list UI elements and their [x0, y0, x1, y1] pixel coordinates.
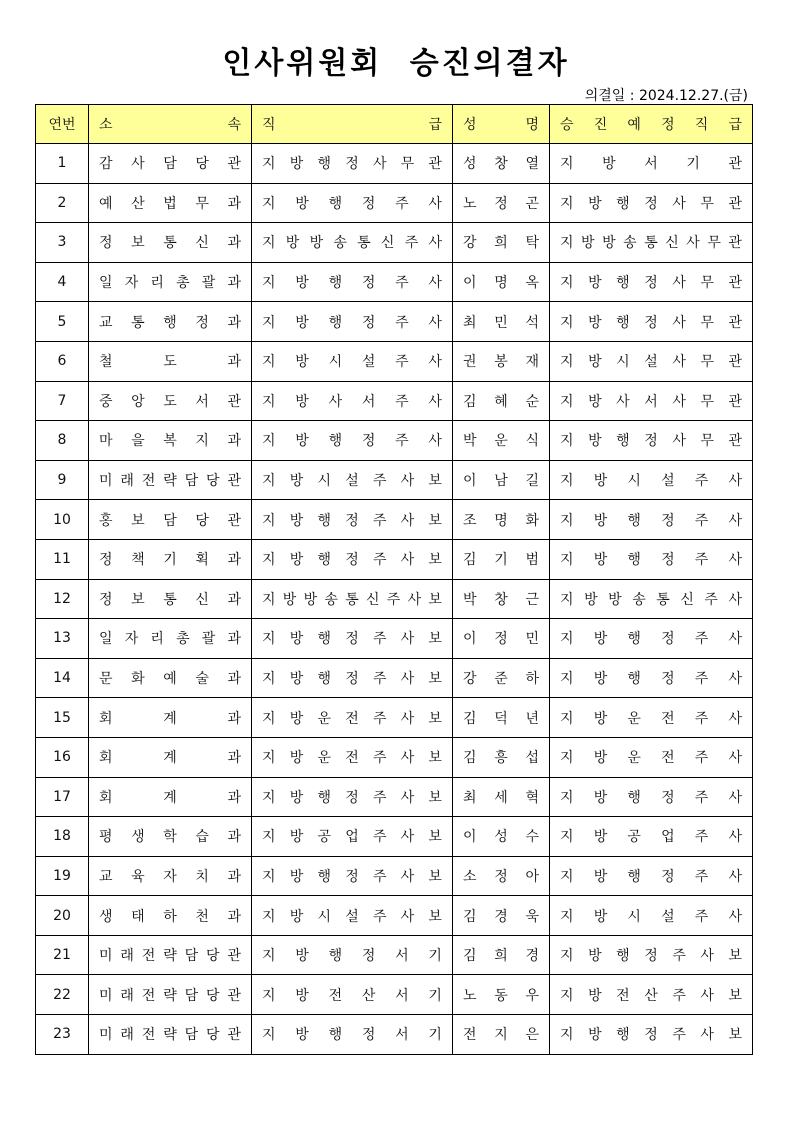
row-dept: 마 을 복 지 과	[99, 433, 241, 450]
row-new-rank-cell	[550, 460, 753, 500]
table-row	[36, 539, 753, 579]
row-number-cell: 5	[36, 302, 89, 342]
row-rank: 지 방 시 설 주 사 보	[262, 473, 442, 490]
row-dept-cell	[89, 896, 252, 936]
header-dept	[89, 105, 252, 144]
header-name-label: 성 명	[463, 117, 539, 133]
row-rank-cell	[252, 935, 453, 975]
row-name: 노 동 우	[463, 987, 539, 1004]
row-new-rank-cell	[550, 341, 753, 381]
table-row	[36, 935, 753, 975]
table-row	[36, 1015, 753, 1055]
row-number-cell: 8	[36, 421, 89, 461]
row-dept-cell	[89, 381, 252, 421]
row-new-rank-cell	[550, 896, 753, 936]
row-rank-cell	[252, 223, 453, 263]
row-new-rank: 지 방 행 정 주 사	[560, 512, 742, 529]
row-name-cell	[453, 619, 550, 659]
row-number-cell: 21	[36, 935, 89, 975]
row-rank-cell	[252, 341, 453, 381]
row-name: 이 성 수	[463, 829, 539, 846]
row-rank: 지 방 시 설 주 사 보	[262, 908, 442, 925]
row-rank: 지 방 행 정 주 사 보	[262, 552, 442, 569]
row-rank: 지 방 행 정 주 사 보	[262, 671, 442, 688]
table-row	[36, 975, 753, 1015]
row-dept: 회 계 과	[99, 710, 241, 727]
row-number-cell: 3	[36, 223, 89, 263]
row-dept: 철 도 과	[99, 354, 241, 371]
row-new-rank-cell	[550, 737, 753, 777]
table-row	[36, 381, 753, 421]
row-new-rank: 지 방 운 전 주 사	[560, 750, 742, 767]
row-new-rank: 지 방 행 정 주 사	[560, 631, 742, 648]
decision-date: 의결일 : 2024.12.27.(금)	[584, 88, 748, 104]
row-new-rank-cell	[550, 262, 753, 302]
row-new-rank-cell	[550, 975, 753, 1015]
row-rank: 지 방 행 정 주 사	[262, 275, 442, 292]
row-name: 이 정 민	[463, 631, 539, 648]
row-rank-cell	[252, 460, 453, 500]
row-name-cell	[453, 777, 550, 817]
row-name: 강 준 하	[463, 671, 539, 688]
row-name: 권 봉 재	[463, 354, 539, 371]
row-dept: 감 사 담 당 관	[99, 156, 241, 173]
row-new-rank-cell	[550, 302, 753, 342]
row-rank: 지 방 행 정 주 사 보	[262, 512, 442, 529]
row-rank-cell	[252, 856, 453, 896]
header-no	[36, 105, 89, 144]
header-name	[453, 105, 550, 144]
row-name-cell	[453, 421, 550, 461]
row-name-cell	[453, 658, 550, 698]
row-name-cell	[453, 262, 550, 302]
row-rank: 지 방 운 전 주 사 보	[262, 710, 442, 727]
row-dept-cell	[89, 658, 252, 698]
row-name-cell	[453, 579, 550, 619]
table-row	[36, 421, 753, 461]
row-dept-cell	[89, 619, 252, 659]
row-name: 이 명 옥	[463, 275, 539, 292]
row-number-cell: 16	[36, 737, 89, 777]
row-name: 박 창 근	[463, 591, 539, 608]
row-dept-cell	[89, 421, 252, 461]
row-dept: 일 자 리 총 괄 과	[99, 631, 241, 648]
row-dept: 미 래 전 략 담 당 관	[99, 948, 241, 965]
row-dept: 예 산 법 무 과	[99, 195, 241, 212]
row-dept: 회 계 과	[99, 789, 241, 806]
row-rank-cell	[252, 658, 453, 698]
row-name: 성 창 열	[463, 156, 539, 173]
row-name: 이 남 길	[463, 473, 539, 490]
row-new-rank-cell	[550, 539, 753, 579]
row-rank: 지 방 행 정 서 기	[262, 1027, 442, 1044]
row-rank-cell	[252, 262, 453, 302]
row-dept: 생 태 하 천 과	[99, 908, 241, 925]
row-rank: 지 방 행 정 주 사	[262, 314, 442, 331]
row-dept-cell	[89, 856, 252, 896]
row-new-rank: 지 방 행 정 주 사	[560, 671, 742, 688]
header-dept-label: 소 속	[99, 117, 241, 133]
row-rank: 지 방 행 정 서 기	[262, 948, 442, 965]
row-new-rank: 지 방 방 송 통 신 사 무 관	[560, 235, 742, 252]
row-name: 전 지 은	[463, 1027, 539, 1044]
table-row	[36, 302, 753, 342]
row-number-cell: 11	[36, 539, 89, 579]
table-row	[36, 817, 753, 857]
table-row	[36, 896, 753, 936]
row-rank-cell	[252, 500, 453, 540]
row-rank: 지 방 사 서 주 사	[262, 393, 442, 410]
row-number-cell: 22	[36, 975, 89, 1015]
row-name: 조 명 화	[463, 512, 539, 529]
row-name-cell	[453, 737, 550, 777]
row-new-rank-cell	[550, 619, 753, 659]
row-rank-cell	[252, 421, 453, 461]
row-rank: 지 방 행 정 주 사	[262, 195, 442, 212]
row-rank-cell	[252, 777, 453, 817]
row-new-rank-cell	[550, 856, 753, 896]
row-dept-cell	[89, 262, 252, 302]
row-rank: 지 방 시 설 주 사	[262, 354, 442, 371]
row-rank: 지 방 전 산 서 기	[262, 987, 442, 1004]
table-row	[36, 341, 753, 381]
row-name: 최 민 석	[463, 314, 539, 331]
row-new-rank: 지 방 방 송 통 신 주 사	[560, 591, 742, 608]
row-dept: 문 화 예 술 과	[99, 671, 241, 688]
row-number-cell: 12	[36, 579, 89, 619]
row-name-cell	[453, 896, 550, 936]
table-row	[36, 698, 753, 738]
row-new-rank-cell	[550, 698, 753, 738]
row-dept-cell	[89, 144, 252, 184]
row-rank: 지 방 방 송 통 신 주 사 보	[262, 591, 442, 608]
row-rank: 지 방 운 전 주 사 보	[262, 750, 442, 767]
table-row	[36, 737, 753, 777]
row-name-cell	[453, 341, 550, 381]
row-new-rank-cell	[550, 183, 753, 223]
row-dept-cell	[89, 817, 252, 857]
header-new-rank-label: 승 진 예 정 직 급	[560, 117, 742, 133]
row-number-cell: 23	[36, 1015, 89, 1055]
row-dept: 교 육 자 치 과	[99, 868, 241, 885]
row-number-cell: 9	[36, 460, 89, 500]
row-rank: 지 방 행 정 주 사 보	[262, 631, 442, 648]
row-number-cell: 1	[36, 144, 89, 184]
row-dept-cell	[89, 777, 252, 817]
row-name-cell	[453, 460, 550, 500]
row-dept-cell	[89, 698, 252, 738]
row-dept: 미 래 전 략 담 당 관	[99, 1027, 241, 1044]
row-name-cell	[453, 856, 550, 896]
row-new-rank-cell	[550, 421, 753, 461]
table-row	[36, 262, 753, 302]
row-new-rank: 지 방 행 정 주 사 보	[560, 1027, 742, 1044]
row-name-cell	[453, 500, 550, 540]
row-dept: 중 앙 도 서 관	[99, 393, 241, 410]
row-dept: 정 보 통 신 과	[99, 235, 241, 252]
row-new-rank: 지 방 행 정 주 사	[560, 789, 742, 806]
row-new-rank: 지 방 서 기 관	[560, 156, 742, 173]
row-rank-cell	[252, 183, 453, 223]
row-name: 김 희 경	[463, 948, 539, 965]
row-name: 김 기 범	[463, 552, 539, 569]
row-name-cell	[453, 1015, 550, 1055]
row-name-cell	[453, 975, 550, 1015]
row-new-rank: 지 방 시 설 사 무 관	[560, 354, 742, 371]
row-new-rank: 지 방 운 전 주 사	[560, 710, 742, 727]
row-rank: 지 방 행 정 주 사 보	[262, 868, 442, 885]
row-dept-cell	[89, 975, 252, 1015]
row-dept-cell	[89, 183, 252, 223]
row-rank-cell	[252, 302, 453, 342]
row-name: 김 흥 섭	[463, 750, 539, 767]
row-new-rank-cell	[550, 381, 753, 421]
row-rank-cell	[252, 975, 453, 1015]
table-row	[36, 500, 753, 540]
row-new-rank: 지 방 전 산 주 사 보	[560, 987, 742, 1004]
row-number-cell: 2	[36, 183, 89, 223]
row-new-rank: 지 방 공 업 주 사	[560, 829, 742, 846]
row-new-rank-cell	[550, 144, 753, 184]
table-row	[36, 777, 753, 817]
header-no-label: 연번	[48, 117, 76, 133]
row-name: 김 덕 년	[463, 710, 539, 727]
promotion-table	[35, 104, 753, 1055]
row-dept: 홍 보 담 당 관	[99, 512, 241, 529]
row-rank-cell	[252, 817, 453, 857]
row-name: 김 혜 순	[463, 393, 539, 410]
row-name: 강 희 탁	[463, 235, 539, 252]
row-rank: 지 방 행 정 주 사 보	[262, 789, 442, 806]
row-name-cell	[453, 539, 550, 579]
row-rank: 지 방 행 정 주 사	[262, 433, 442, 450]
row-new-rank-cell	[550, 777, 753, 817]
row-dept-cell	[89, 935, 252, 975]
row-dept-cell	[89, 302, 252, 342]
row-dept: 정 보 통 신 과	[99, 591, 241, 608]
row-new-rank: 지 방 행 정 주 사 보	[560, 948, 742, 965]
table-row	[36, 223, 753, 263]
row-dept: 평 생 학 습 과	[99, 829, 241, 846]
row-dept: 일 자 리 총 괄 과	[99, 275, 241, 292]
row-dept-cell	[89, 737, 252, 777]
row-name: 소 정 아	[463, 868, 539, 885]
row-dept-cell	[89, 223, 252, 263]
row-new-rank: 지 방 행 정 주 사	[560, 552, 742, 569]
table-row	[36, 183, 753, 223]
row-rank-cell	[252, 698, 453, 738]
row-dept-cell	[89, 500, 252, 540]
row-new-rank: 지 방 시 설 주 사	[560, 473, 742, 490]
row-rank-cell	[252, 1015, 453, 1055]
header-new-rank	[550, 105, 753, 144]
row-new-rank-cell	[550, 817, 753, 857]
row-name: 박 운 식	[463, 433, 539, 450]
row-rank: 지 방 공 업 주 사 보	[262, 829, 442, 846]
row-number-cell: 7	[36, 381, 89, 421]
page-title: 인사위원회 승진의결자	[222, 46, 570, 81]
row-new-rank-cell	[550, 223, 753, 263]
row-rank-cell	[252, 579, 453, 619]
row-rank: 지 방 방 송 통 신 주 사	[262, 235, 442, 252]
row-name-cell	[453, 935, 550, 975]
row-name-cell	[453, 817, 550, 857]
row-dept-cell	[89, 539, 252, 579]
row-rank: 지 방 행 정 사 무 관	[262, 156, 442, 173]
row-dept-cell	[89, 579, 252, 619]
row-name-cell	[453, 302, 550, 342]
row-number-cell: 6	[36, 341, 89, 381]
row-name-cell	[453, 381, 550, 421]
row-new-rank: 지 방 행 정 사 무 관	[560, 314, 742, 331]
row-rank-cell	[252, 539, 453, 579]
row-new-rank: 지 방 행 정 사 무 관	[560, 195, 742, 212]
row-new-rank: 지 방 시 설 주 사	[560, 908, 742, 925]
header-rank	[252, 105, 453, 144]
row-number-cell: 19	[36, 856, 89, 896]
row-dept: 미 래 전 략 담 당 관	[99, 473, 241, 490]
row-dept: 정 책 기 획 과	[99, 552, 241, 569]
row-number-cell: 17	[36, 777, 89, 817]
table-row	[36, 144, 753, 184]
header-rank-label: 직 급	[262, 117, 442, 133]
row-rank-cell	[252, 619, 453, 659]
row-name: 노 정 곤	[463, 195, 539, 212]
row-new-rank: 지 방 사 서 사 무 관	[560, 393, 742, 410]
table-row	[36, 856, 753, 896]
row-name: 최 세 혁	[463, 789, 539, 806]
row-number-cell: 18	[36, 817, 89, 857]
row-number-cell: 4	[36, 262, 89, 302]
row-name-cell	[453, 223, 550, 263]
row-rank-cell	[252, 144, 453, 184]
row-dept-cell	[89, 460, 252, 500]
row-new-rank: 지 방 행 정 사 무 관	[560, 433, 742, 450]
row-name-cell	[453, 698, 550, 738]
table-row	[36, 619, 753, 659]
row-number-cell: 13	[36, 619, 89, 659]
table-row	[36, 658, 753, 698]
row-new-rank: 지 방 행 정 주 사	[560, 868, 742, 885]
row-new-rank-cell	[550, 500, 753, 540]
row-dept: 미 래 전 략 담 당 관	[99, 987, 241, 1004]
row-dept: 교 통 행 정 과	[99, 314, 241, 331]
table-row	[36, 460, 753, 500]
row-dept: 회 계 과	[99, 750, 241, 767]
row-name-cell	[453, 144, 550, 184]
row-new-rank: 지 방 행 정 사 무 관	[560, 275, 742, 292]
table-row	[36, 579, 753, 619]
row-rank-cell	[252, 381, 453, 421]
row-new-rank-cell	[550, 579, 753, 619]
row-number-cell: 10	[36, 500, 89, 540]
row-new-rank-cell	[550, 935, 753, 975]
row-name-cell	[453, 183, 550, 223]
row-name: 김 경 욱	[463, 908, 539, 925]
row-new-rank-cell	[550, 658, 753, 698]
row-rank-cell	[252, 896, 453, 936]
row-number-cell: 15	[36, 698, 89, 738]
table-header-row	[36, 105, 753, 144]
row-dept-cell	[89, 1015, 252, 1055]
row-number-cell: 20	[36, 896, 89, 936]
row-dept-cell	[89, 341, 252, 381]
row-rank-cell	[252, 737, 453, 777]
row-number-cell: 14	[36, 658, 89, 698]
row-new-rank-cell	[550, 1015, 753, 1055]
